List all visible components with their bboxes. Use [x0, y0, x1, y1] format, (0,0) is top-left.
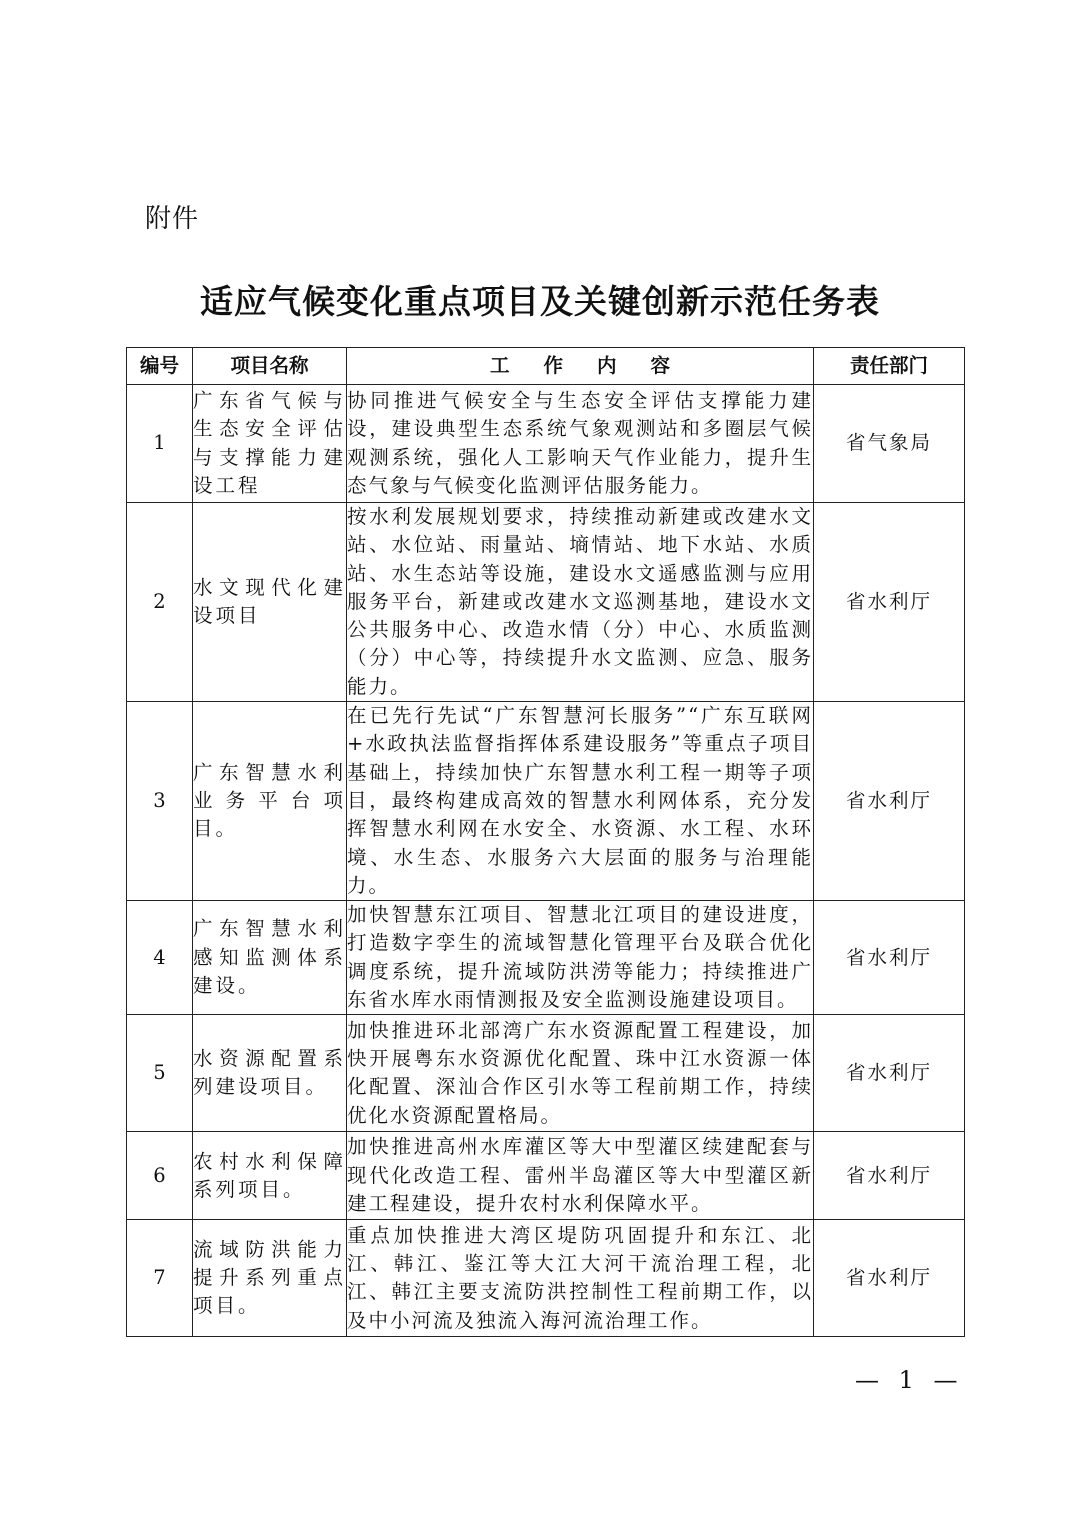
responsible-dept: 省水利厅 — [814, 1132, 965, 1220]
work-content: 按水利发展规划要求，持续推动新建或改建水文站、水位站、雨量站、墒情站、地下水站、水质站、水生态站等设施，建设水文遥感监测与应用服务平台，新建或改建水文巡测基地，建设水文公共服务中心、改造水情（分）中心、水质监测（分）中心等，持续提升水文监测、应急、服务能力。 — [347, 503, 814, 702]
document-title: 适应气候变化重点项目及关键创新示范任务表 — [200, 282, 880, 321]
row-number: 6 — [127, 1132, 193, 1220]
project-name: 流域防洪能力提升系列重点项目。 — [193, 1220, 347, 1337]
responsible-dept: 省水利厅 — [814, 1015, 965, 1132]
responsible-dept: 省水利厅 — [814, 901, 965, 1015]
attachment-label: 附件 — [145, 204, 200, 234]
project-name: 广东智慧水利业务平台项目。 — [193, 702, 347, 901]
table-row — [127, 385, 965, 503]
header-content: 工作内容 — [347, 348, 814, 385]
project-name: 广东省气候与生态安全评估与支撑能力建设工程 — [193, 385, 347, 503]
project-name: 水文现代化建设项目 — [193, 503, 347, 702]
work-content: 加快推进高州水库灌区等大中型灌区续建配套与现代化改造工程、雷州半岛灌区等大中型灌区新建工程建设，提升农村水利保障水平。 — [347, 1132, 814, 1220]
page-number: — 1 — — [855, 1366, 964, 1394]
project-name: 水资源配置系列建设项目。 — [193, 1015, 347, 1132]
task-table — [126, 347, 965, 1337]
table-header-row — [127, 348, 965, 385]
work-content: 加快推进环北部湾广东水资源配置工程建设，加快开展粤东水资源优化配置、珠中江水资源一体化配置、深汕合作区引水等工程前期工作，持续优化水资源配置格局。 — [347, 1015, 814, 1132]
responsible-dept: 省水利厅 — [814, 503, 965, 702]
table-row — [127, 901, 965, 1015]
work-content: 加快智慧东江项目、智慧北江项目的建设进度，打造数字孪生的流域智慧化管理平台及联合优化调度系统，提升流域防洪涝等能力；持续推进广东省水库水雨情测报及安全监测设施建设项目。 — [347, 901, 814, 1015]
project-name: 农村水利保障系列项目。 — [193, 1132, 347, 1220]
table-row — [127, 1015, 965, 1132]
header-name: 项目名称 — [193, 348, 347, 385]
row-number: 2 — [127, 503, 193, 702]
header-dept: 责任部门 — [814, 348, 965, 385]
work-content: 协同推进气候安全与生态安全评估支撑能力建设，建设典型生态系统气象观测站和多圈层气候观测系统，强化人工影响天气作业能力，提升生态气象与气候变化监测评估服务能力。 — [347, 385, 814, 503]
row-number: 3 — [127, 702, 193, 901]
table-row — [127, 1220, 965, 1337]
row-number: 5 — [127, 1015, 193, 1132]
table-row — [127, 503, 965, 702]
header-no: 编号 — [127, 348, 193, 385]
table-row — [127, 702, 965, 901]
project-name: 广东智慧水利感知监测体系建设。 — [193, 901, 347, 1015]
responsible-dept: 省水利厅 — [814, 702, 965, 901]
responsible-dept: 省气象局 — [814, 385, 965, 503]
row-number: 7 — [127, 1220, 193, 1337]
table-row — [127, 1132, 965, 1220]
responsible-dept: 省水利厅 — [814, 1220, 965, 1337]
row-number: 1 — [127, 385, 193, 503]
work-content: 重点加快推进大湾区堤防巩固提升和东江、北江、韩江、鉴江等大江大河干流治理工程，北江、韩江主要支流防洪控制性工程前期工作，以及中小河流及独流入海河流治理工作。 — [347, 1220, 814, 1337]
work-content: 在已先行先试“广东智慧河长服务”“广东互联网+水政执法监督指挥体系建设服务”等重点子项目基础上，持续加快广东智慧水利工程一期等子项目，最终构建成高效的智慧水利网体系，充分发挥智慧水利网在水安全、水资源、水工程、水环境、水生态、水服务六大层面的服务与治理能力。 — [347, 702, 814, 901]
row-number: 4 — [127, 901, 193, 1015]
